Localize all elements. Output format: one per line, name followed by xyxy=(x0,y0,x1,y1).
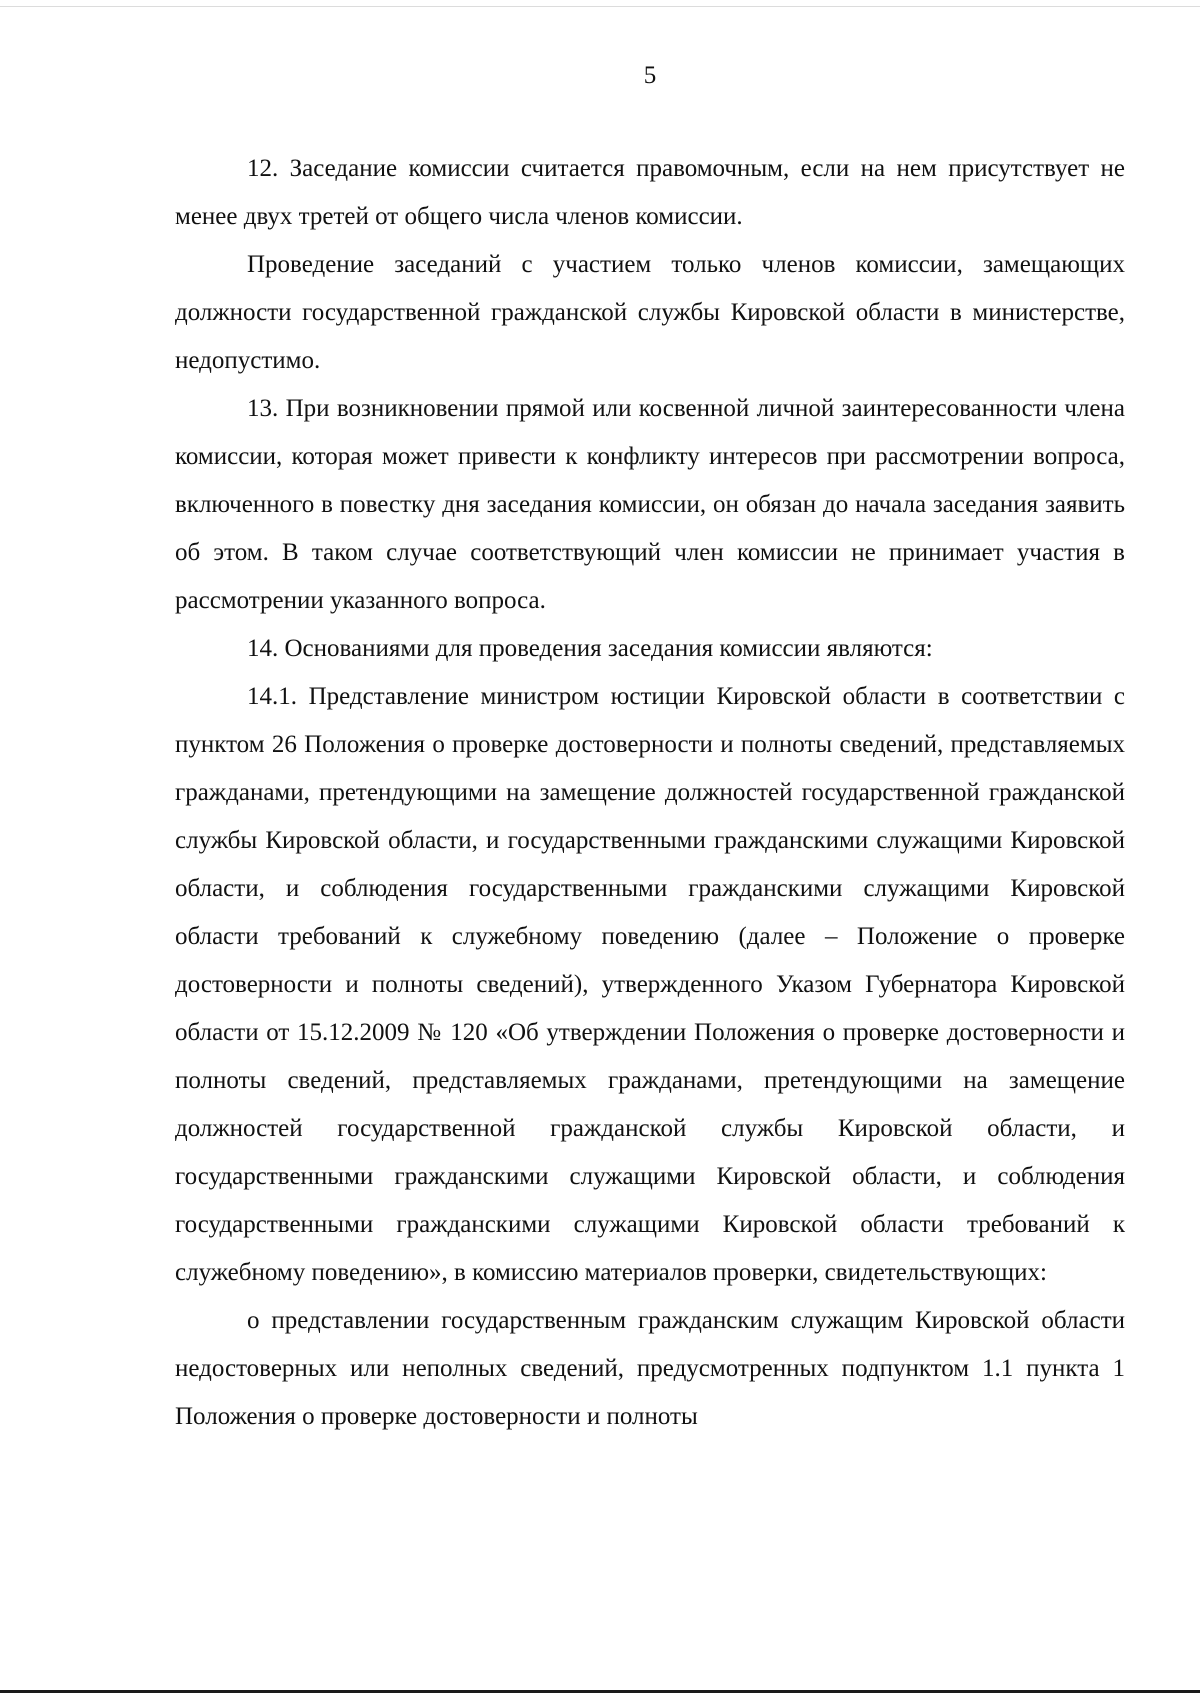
paragraph-14-1: 14.1. Представление министром юстиции Кировской области в соответствии с пунктом 26 Положения о проверке достоверности и полноты сведений, представляемых гражданами, претендующими на замещение должностей государственной гражданской службы Кировской области, и государственными гражданскими служащими Кировской области, и соблюдения государственными гражданскими служащими Кировской области требований к служебному поведению (далее – Положение о проверке достоверности и полноты сведений), утвержденного Указом Губернатора Кировской области от 15.12.2009 № 120 «Об утверждении Положения о проверке достоверности и полноты сведений, представляемых гражданами, претендующими на замещение должностей государственной гражданской службы Кировской области, и государственными гражданскими служащими Кировской области, и соблюдения государственными гражданскими служащими Кировской области требований к служебному поведению», в комиссию материалов проверки, свидетельствующих: xyxy=(175,683,1125,1286)
paragraph-14-1-subitem: о представлении государственным гражданским служащим Кировской области недостоверных или неполных сведений, предусмотренных подпунктом 1.1 пункта 1 Положения о проверке достоверности и полноты xyxy=(175,1307,1125,1430)
paragraph-14: 14. Основаниями для проведения заседания комиссии являются: xyxy=(247,635,933,662)
paragraph-13: 13. При возникновении прямой или косвенной личной заинтересованности члена комиссии, которая может привести к конфликту интересов при рассмотрении вопроса, включенного в повестку дня заседания комиссии, он обязан до начала заседания заявить об этом. В таком случае соответствующий член комиссии не принимает участия в рассмотрении указанного вопроса. xyxy=(175,395,1125,614)
bottom-scan-border xyxy=(0,1690,1200,1693)
paragraph-12-meeting-restriction: Проведение заседаний с участием только членов комиссии, замещающих должности государственной гражданской службы Кировской области в министерстве, недопустимо. xyxy=(175,251,1125,374)
page-number: 5 xyxy=(643,62,657,89)
paragraph-12: 12. Заседание комиссии считается правомочным, если на нем присутствует не менее двух третей от общего числа членов комиссии. xyxy=(175,155,1125,230)
document-body xyxy=(175,145,1125,1441)
scan-edge-line xyxy=(0,6,1200,7)
